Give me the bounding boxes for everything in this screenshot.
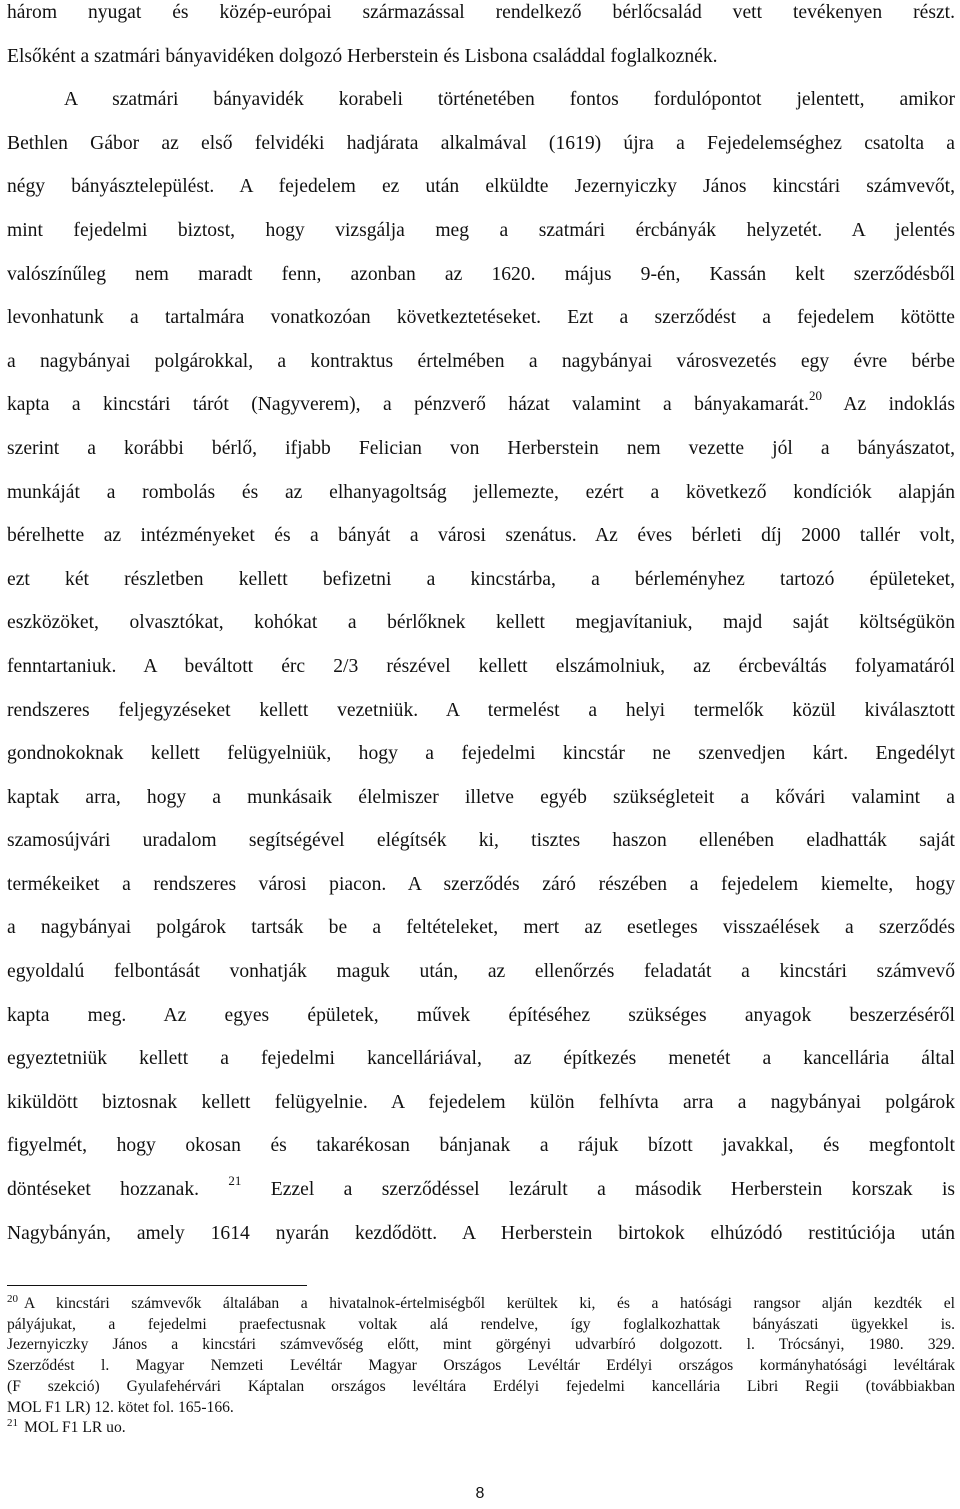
text-segment: A kincstári számvevők általában a hivatalnok-értelmiségből kerültek ki, és a hatósági rangsor alján kezdték el bbox=[24, 1295, 955, 1312]
text-line: kapta meg. Az egyes épületek, művek építéséhez szükséges anyagok beszerzéséről bbox=[7, 1004, 955, 1026]
text-line: valószínűleg nem maradt fenn, azonban az 1620. május 9-én, Kassán kelt szerződésből bbox=[7, 263, 955, 285]
footnote-20 bbox=[7, 1294, 955, 1418]
text-line: figyelmét, hogy okosan és takarékosan bánjanak a rájuk bízott javakkal, és megfontolt bbox=[7, 1135, 955, 1157]
text-line: rendszeres feljegyzéseket kellett vezetniük. A termelést a helyi termelők közül kiválasztott bbox=[7, 699, 955, 721]
text-line: eszközöket, olvasztókat, kohókat a bérlőknek kellett megjavítaniuk, majd saját költségükön bbox=[7, 612, 955, 634]
text-segment: kapta a kincstári tárót (Nagyverem), a pénzverő házat valamint a bányakamarát. bbox=[7, 394, 809, 416]
text-line: négy bányásztelepülést. A fejedelem ez után elküldte Jezernyiczky János kincstári számvevőt, bbox=[7, 176, 955, 198]
footnote-ref-20[interactable]: 20 bbox=[808, 388, 822, 404]
text-line: ezt két részletben kellett befizetni a kincstárba, a bérleményhez tartozó épületeket, bbox=[7, 568, 955, 590]
text-line: a nagybányai polgárokkal, a kontraktus értelmében a nagybányai városvezetés egy évre bérbe bbox=[7, 350, 955, 372]
footnote-line: (F szekció) Gyulafehérvári Káptalan országos levéltára Erdélyi fejedelmi kancellária Libri Regii (továbbiakban bbox=[7, 1377, 955, 1395]
text-line: egyeztetniük kellett a fejedelmi kancelláriával, az építkezés menetét a kancellária által bbox=[7, 1048, 955, 1070]
footnote-line: MOL F1 LR) 12. kötet fol. 165-166. bbox=[7, 1398, 234, 1416]
text-line: fenntartaniuk. A beváltott érc 2/3 részével kellett elszámolniuk, az ércbeváltás folyamatáról bbox=[7, 655, 955, 677]
text-line: Nagybányán, amely 1614 nyarán kezdődött. A Herberstein birtokok elhúzódó restitúciója után bbox=[7, 1222, 955, 1244]
footnote-number: 21 bbox=[7, 1417, 18, 1430]
text-line bbox=[7, 383, 955, 427]
text-segment: Ezzel a szerződéssel lezárult a második Herberstein korszak is bbox=[270, 1179, 956, 1201]
text-line: Bethlen Gábor az első felvidéki hadjárata alkalmával (1619) újra a Fejedelemséghez csatolta a bbox=[7, 132, 955, 154]
text-line: munkáját a rombolás és az elhanyagoltság jellemezte, ezért a következő kondíciók alapján bbox=[7, 481, 955, 503]
text-line: Elsőként a szatmári bányavidéken dolgozó Herberstein és Lisbona családdal foglalkoznék. bbox=[7, 45, 718, 67]
text-line: egyoldalú felbontását vonhatják maguk után, az ellenőrzés feladatát a kincstári számvevő bbox=[7, 961, 955, 983]
footnote-number: 20 bbox=[7, 1293, 18, 1305]
text-line: kiküldött biztosnak kellett felügyelnie. A fejedelem külön felhívta arra a nagybányai polgárok bbox=[7, 1091, 955, 1113]
text-line: gondnokoknak kellett felügyelniük, hogy a fejedelmi kincstár ne szenvedjen kárt. Engedélyt bbox=[7, 743, 955, 765]
body-text bbox=[7, 0, 955, 1255]
text-line: termékeiket a rendszeres városi piacon. A szerződés záró részében a fejedelem kiemelte, hogy bbox=[7, 873, 955, 895]
text-line: három nyugat és közép-európai származással rendelkező bérlőcsalád vett tevékenyen részt. bbox=[7, 2, 955, 23]
text-segment: MOL F1 LR uo. bbox=[24, 1419, 126, 1437]
footnote-separator bbox=[7, 1285, 307, 1286]
document-page bbox=[7, 0, 955, 1255]
text-line: A szatmári bányavidék korabeli történetében fontos fordulópontot jelentett, amikor bbox=[64, 89, 955, 111]
footnote-21 bbox=[7, 1418, 955, 1439]
page-number: 8 bbox=[475, 1485, 485, 1502]
text-line: szerint a korábbi bérlő, ifjabb Felician von Herberstein nem vezette jól a bányászatot, bbox=[7, 437, 955, 459]
text-line: szamosújvári uradalom segítségével elégítsék ki, tisztes haszon ellenében eladhatták saját bbox=[7, 830, 955, 852]
text-line: kaptak arra, hogy a munkásaik élelmiszer illetve egyéb szükségleteit a kővári valamint a bbox=[7, 786, 955, 808]
text-line bbox=[7, 1168, 955, 1212]
text-line: bérelhette az intézményeket és a bányát a városi szenátus. Az éves bérleti díj 2000 tallér volt, bbox=[7, 525, 955, 547]
text-line: levonhatunk a tartalmára vonatkozóan következtetéseket. Ezt a szerződést a fejedelem kötötte bbox=[7, 307, 955, 329]
footnote-line: Jezernyiczky János a kincstári számvevőség előtt, mint görgényi udvarbíró dolgozott. l. Trócsányi, 1980. 329. bbox=[7, 1336, 955, 1354]
footnote-line: pályájukat, a fejedelmi praefectusnak voltak alá rendelve, így foglalkozhattak bányászati ügyekkel is. bbox=[7, 1315, 955, 1333]
text-line: mint fejedelmi biztost, hogy vizsgálja meg a szatmári ércbányák helyzetét. A jelentés bbox=[7, 219, 955, 241]
text-segment: döntéseket hozzanak. bbox=[7, 1179, 200, 1201]
footnote-line bbox=[7, 1418, 955, 1439]
text-line: a nagybányai polgárok tartsák be a feltételeket, mert az esetleges visszaélések a szerződés bbox=[7, 917, 955, 939]
footnote-ref-21[interactable]: 21 bbox=[228, 1173, 242, 1189]
footnote-line: Szerződést l. Magyar Nemzeti Levéltár Magyar Országos Levéltár Erdélyi országos kormányhatósági levéltárak bbox=[7, 1357, 955, 1375]
footnotes bbox=[7, 1294, 955, 1439]
text-segment: Az indoklás bbox=[843, 394, 955, 416]
footnote-line bbox=[7, 1294, 955, 1315]
